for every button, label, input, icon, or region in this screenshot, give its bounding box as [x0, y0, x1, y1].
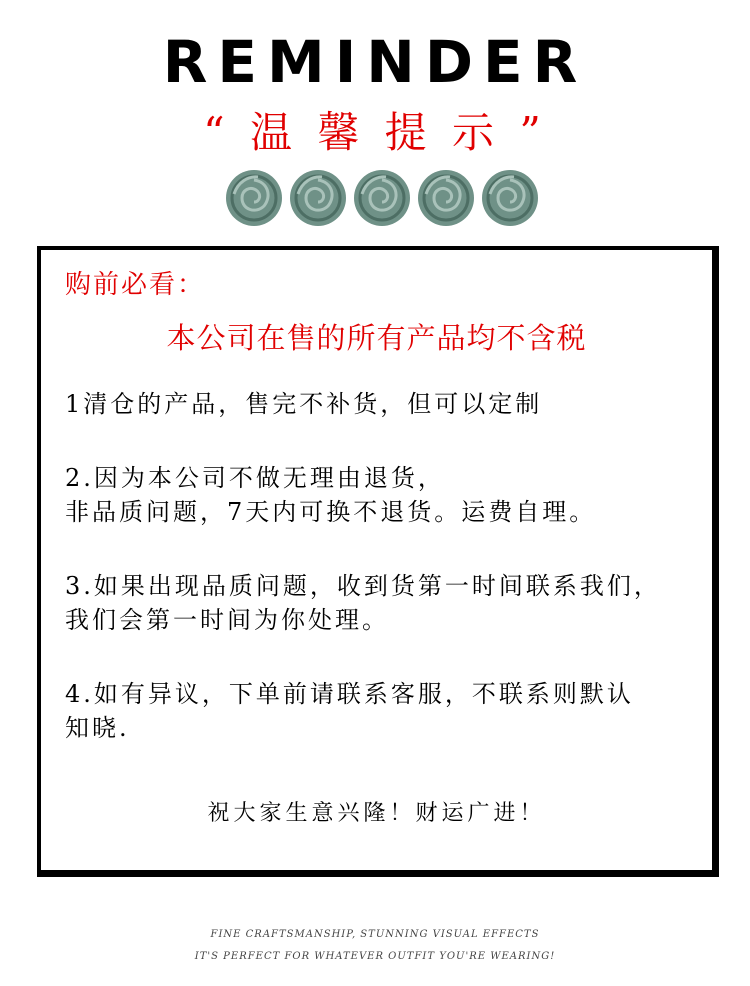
rose-icon: [352, 168, 412, 228]
notice-item-3-line-1: 3.如果出现品质问题，收到货第一时间联系我们，: [65, 572, 661, 600]
notice-item-4-line-1: 4.如有异议，下单前请联系客服，不联系则默认: [65, 680, 634, 708]
notice-item-2-line-1: 2.因为本公司不做无理由退货，: [65, 464, 445, 492]
footer-line-1: FINE CRAFTSMANSHIP, STUNNING VISUAL EFFECTS: [210, 929, 540, 940]
page-title: REMINDER: [162, 28, 588, 96]
rose-decoration-row: [224, 168, 544, 230]
rose-icon: [416, 168, 476, 228]
notice-box: [37, 246, 719, 877]
notice-item-1-line-1: 1清仓的产品，售完不补货，但可以定制: [65, 390, 543, 418]
closing-wish: 祝大家生意兴隆！财运广进！: [207, 801, 546, 826]
notice-item-4-line-2: 知晓.: [65, 714, 130, 742]
notice-item-3-line-2: 我们会第一时间为你处理。: [65, 606, 389, 634]
page-subtitle: “ 温 馨 提 示 ”: [203, 108, 547, 157]
notice-item-2-line-2: 非品质问题，7天内可换不退货。运费自理。: [65, 498, 597, 526]
footer-line-2: IT'S PERFECT FOR WHATEVER OUTFIT YOU'RE WEARING!: [194, 951, 556, 962]
must-read-heading: 购前必看：: [65, 270, 206, 300]
tax-notice: 本公司在售的所有产品均不含税: [166, 321, 587, 355]
rose-icon: [480, 168, 540, 228]
rose-icon: [224, 168, 284, 228]
rose-icon: [288, 168, 348, 228]
